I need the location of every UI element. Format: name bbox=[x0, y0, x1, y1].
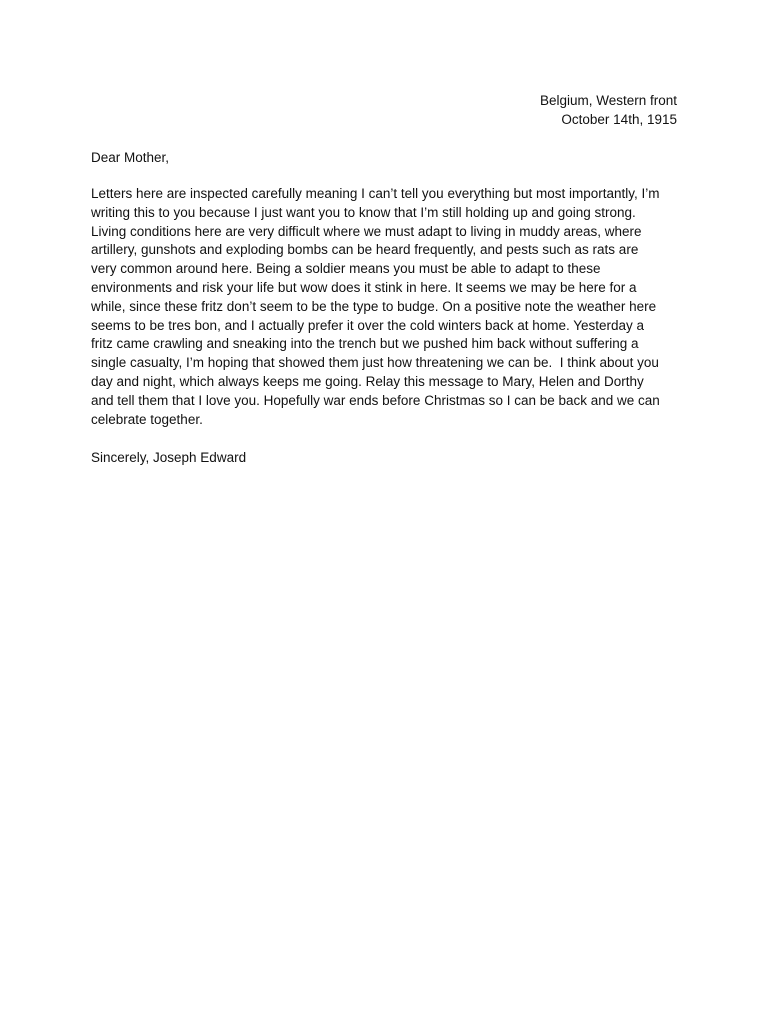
letter-body-line: environments and risk your life but wow does it stink in here. It seems we may be here for a bbox=[91, 279, 637, 295]
letter-body-line: fritz came crawling and sneaking into the trench but we pushed him back without suffering a bbox=[91, 336, 639, 352]
letter-salutation: Dear Mother, bbox=[91, 150, 170, 165]
letter-closing: Sincerely, Joseph Edward bbox=[91, 450, 247, 465]
letter-body bbox=[91, 185, 681, 429]
letter-body-line: day and night, which always keeps me going. Relay this message to Mary, Helen and Dorthy bbox=[91, 373, 644, 389]
letter-body-line: seems to be tres bon, and I actually prefer it over the cold winters back at home. Yesterday a bbox=[91, 317, 645, 333]
letter-body-line: Living conditions here are very difficult where we must adapt to living in muddy areas, where bbox=[91, 223, 642, 239]
letter-body-line: Letters here are inspected carefully meaning I can’t tell you everything but most importantly, I’m bbox=[91, 186, 660, 201]
letter-body-line: very common around here. Being a soldier means you must be able to adapt to these bbox=[91, 261, 601, 277]
letter-date: October 14th, 1915 bbox=[561, 112, 677, 127]
letter-body-line: while, since these fritz don’t seem to be the type to budge. On a positive note the weather here bbox=[91, 298, 657, 314]
letter-body-line: writing this to you because I just want you to know that I’m still holding up and going strong. bbox=[91, 204, 636, 220]
letter-body-line: artillery, gunshots and exploding bombs can be heard frequently, and pests such as rats are bbox=[91, 242, 639, 258]
letter-body-line: single casualty, I’m hoping that showed them just how threatening we can be. I think about you bbox=[91, 355, 659, 371]
letter-heading bbox=[540, 91, 677, 129]
letter-location: Belgium, Western front bbox=[539, 93, 677, 108]
letter-body-line: celebrate together. bbox=[91, 411, 203, 427]
letter-body-line: and tell them that I love you. Hopefully war ends before Christmas so I can be back and we can bbox=[91, 392, 660, 408]
